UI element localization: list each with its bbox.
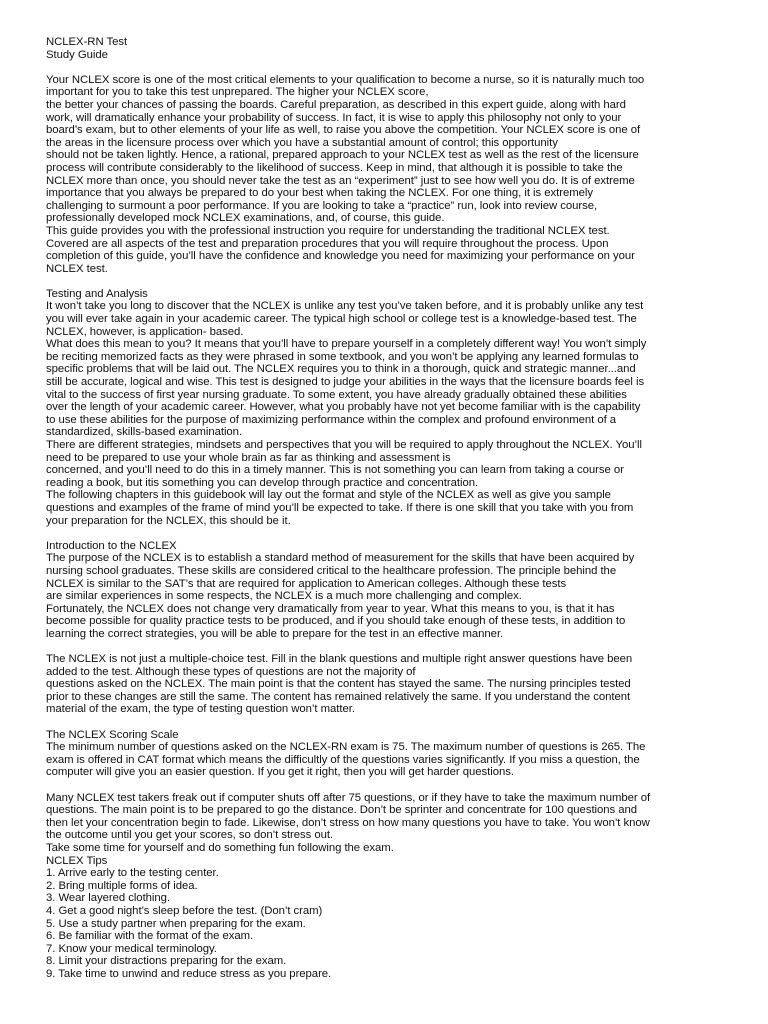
document-body (46, 74, 722, 981)
text-line: questions. The main point is to be prepared to go the distance. Don’t be sprinter and concentrate for 100 questions and (46, 804, 638, 817)
text-line: questions asked on the NCLEX. The main point is that the content has stayed the same. The nursing principles tested (46, 678, 631, 691)
text-line: 8. Limit your distractions preparing for the exam. (46, 955, 287, 968)
paragraph-gap (46, 779, 722, 792)
text-line: challenging to surmount a poor performance. If you are looking to take a “practice” run, look into review course, (46, 199, 598, 212)
text-line: It won’t take you long to discover that the NCLEX is unlike any test you’ve taken before, and it is probably unlike any test (46, 300, 644, 313)
text-line: Covered are all aspects of the test and preparation procedures that you will require throughout the process. Upon (46, 237, 609, 250)
text-line: 7. Know your medical terminology. (46, 942, 217, 955)
text-line: to use these abilities for the purpose of maximizing performance within the complex and profound environment of a (46, 413, 617, 426)
text-line: 1. Arrive early to the testing center. (46, 867, 219, 880)
text-line: nursing school graduates. These skills are considered critical to the healthcare profession. The principle behind the (46, 564, 617, 577)
document-subtitle: Study Guide (46, 48, 108, 61)
paragraph-gap (46, 641, 722, 654)
text-line: NCLEX is similar to the SAT’s that are required for application to American colleges. Although these tests (46, 577, 567, 590)
text-line: prior to these changes are still the same. The content has remained relatively the same. If you understand the content (46, 690, 631, 703)
text-line: professionally developed mock NCLEX examinations, and, of course, this guide. (46, 212, 445, 225)
text-line: then let your concentration begin to fade. Likewise, don’t stress on how many questions you have to take. You won’t know (46, 816, 650, 829)
text-line: NCLEX Tips (46, 854, 108, 867)
text-line: over the length of your academic career. However, what you probably have not yet become familiar with is the capability (46, 401, 641, 414)
text-line: NCLEX, however, is application- based. (46, 325, 244, 338)
text-line: important for you to take this test unprepared. The higher your NCLEX score, (46, 86, 429, 99)
text-line: 4. Get a good night’s sleep before the test. (Don’t cram) (46, 904, 323, 917)
text-line: The minimum number of questions asked on the NCLEX-RN exam is 75. The maximum number of questions is 265. The (46, 741, 646, 754)
text-line: This guide provides you with the professional instruction you require for understanding the traditional NCLEX test. (46, 224, 610, 237)
text-line: added to the test. Although these types of questions are not the majority of (46, 665, 416, 678)
spacer (46, 61, 722, 74)
text-line: There are different strategies, mindsets and perspectives that you will be required to apply throughout the NCLEX. You’ll (46, 439, 642, 451)
text-line: become possible for quality practice tests to be produced, and if you should take enough of these tests, in addition to (46, 615, 626, 628)
text-line: work, will dramatically enhance your probability of success. In fact, it is wise to apply this philosophy not only to your (46, 111, 622, 124)
text-line: completion of this guide, you’ll have the confidence and knowledge you need for maximizing your performance on your (46, 250, 635, 263)
text-line: 9. Take time to unwind and reduce stress as you prepare. (46, 967, 332, 980)
text-line: learning the correct strategies, you will be able to prepare for the test in an effective manner. (46, 627, 504, 640)
text-line: board’s exam, but to other elements of your life as well, to raise you above the competition. Your NCLEX score is one of (46, 124, 641, 137)
text-line: exam is offered in CAT format which means the difficultly of the questions varies significantly. If you miss a question, the (46, 753, 640, 766)
text-line: should not be taken lightly. Hence, a rational, prepared approach to your NCLEX test as well as the rest of the licensure (46, 149, 639, 162)
text-line: NCLEX test. (46, 262, 108, 275)
text-line: reading a book, but itis something you can develop through practice and concentration. (46, 476, 479, 489)
text-line: 6. Be familiar with the format of the exam. (46, 930, 254, 943)
text-line: specific problems that will be laid out. The NCLEX requires you to think in a thorough, quick and strategic manner...and (46, 363, 636, 376)
text-line: Introduction to the NCLEX (46, 539, 177, 552)
text-line: The following chapters in this guidebook will lay out the format and style of the NCLEX as well as give you sample (46, 489, 611, 502)
text-line: Fortunately, the NCLEX does not change very dramatically from year to year. What this means to you, is that it has (46, 602, 615, 615)
text-line: the areas in the licensure process over which you have a substantial amount of control; this opportunity (46, 136, 558, 149)
text-line: 2. Bring multiple forms of idea. (46, 879, 198, 892)
document-title: NCLEX-RN Test (46, 36, 128, 48)
text-line: Many NCLEX test takers freak out if computer shuts off after 75 questions, or if they have to take the maximum number of (46, 791, 651, 804)
text-line: concerned, and you’ll need to do this in a timely manner. This is not something you can learn from taking a course or (46, 464, 624, 477)
paragraph-gap (46, 716, 722, 729)
text-line: Testing and Analysis (46, 287, 148, 300)
text-line: vital to the success of first year nursing graduate. To some extent, you have already gradually obtained these abilities (46, 388, 627, 401)
text-line: Take some time for yourself and do something fun following the exam. (46, 842, 394, 854)
text-line: you will ever take again in your academic career. The typical high school or college test is a knowledge-based test. The (46, 313, 637, 326)
text-line: 3. Wear layered clothing. (46, 892, 171, 905)
text-line: The NCLEX Scoring Scale (46, 728, 179, 741)
text-line: Your NCLEX score is one of the most critical elements to your qualification to become a nurse, so it is naturally much too (46, 73, 645, 86)
text-line: be reciting memorized facts as they were phrased in some textbook, and you won’t be applying any learned formulas to (46, 350, 639, 363)
text-line: the outcome until you get your scores, so don’t stress out. (46, 829, 334, 842)
text-line: The purpose of the NCLEX is to establish a standard method of measurement for the skills that have been acquired by (46, 552, 635, 565)
paragraph-gap (46, 275, 722, 288)
text-line: process will contribute considerably to the likelihood of success. Keep in mind, that although it is possible to take the (46, 161, 623, 174)
text-line: The NCLEX is not just a multiple-choice test. Fill in the blank questions and multiple right answer questions have been (46, 653, 633, 666)
text-line: your preparation for the NCLEX, this should be it. (46, 514, 291, 527)
text-line: standardized, skills-based examination. (46, 426, 243, 439)
text-line: still be accurate, logical and wise. This test is designed to judge your abilities in the ways that the licensure boards feel is (46, 376, 645, 389)
text-line: computer will give you an easier question. If you get it right, then you will get harder questions. (46, 766, 514, 779)
paragraph-gap (46, 527, 722, 540)
text-line: questions and examples of the frame of mind you’ll be expected to take. If there is one skill that you take with you from (46, 501, 634, 514)
text-line: 5. Use a study partner when preparing for the exam. (46, 917, 306, 930)
text-line: need to be prepared to use your whole brain as far as thinking and assessment is (46, 451, 451, 464)
text-line: material of the exam, the type of testing question won’t matter. (46, 703, 355, 716)
text-line: the better your chances of passing the boards. Careful preparation, as described in this expert guide, along with hard (46, 98, 626, 111)
text-line: What does this mean to you? It means that you’ll have to prepare yourself in a completely different way! You won’t simply (46, 338, 647, 351)
text-line: are similar experiences in some respects, the NCLEX is a much more challenging and complex. (46, 590, 522, 603)
text-line: importance that you always be prepared to do your best when taking the NCLEX. For one thing, it is extremely (46, 187, 593, 200)
text-line: NCLEX more than once, you should never take the test as an “experiment” just to see how well you do. It is of extreme (46, 174, 635, 187)
